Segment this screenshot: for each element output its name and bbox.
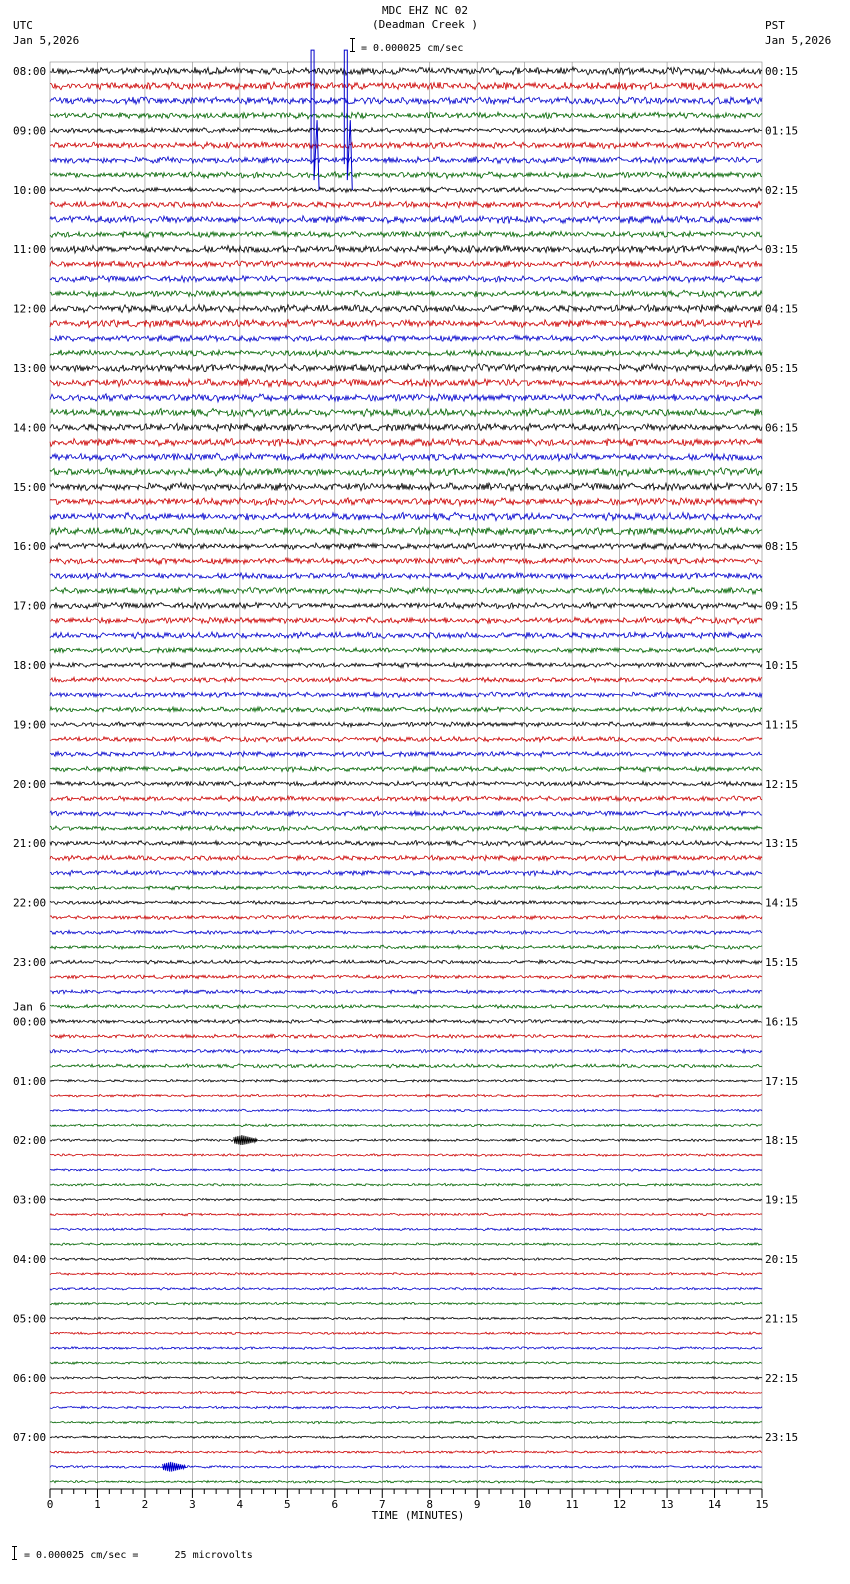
x-tick-label: 5 [284,1498,291,1511]
pst-hour-label: 16:15 [765,1015,799,1029]
seismic-trace [50,617,762,624]
seismic-trace [50,811,762,816]
seismic-trace [50,67,762,75]
seismic-trace [50,960,762,964]
x-tick-label: 4 [236,1498,244,1511]
seismic-trace [50,841,762,846]
x-tick-label: 3 [189,1498,196,1511]
left-timezone: UTC [13,19,33,32]
utc-hour-label: 04:00 [13,1253,47,1266]
seismic-trace [50,1005,762,1009]
x-tick-label: 11 [565,1498,579,1511]
seismic-trace [50,394,762,402]
seismic-trace [50,1391,762,1394]
seismic-trace [50,527,762,535]
seismic-trace [50,1019,762,1023]
seismic-trace [50,796,762,802]
seismic-trace [50,1124,762,1127]
utc-hour-label: 23:00 [13,956,47,969]
seismic-trace [50,1213,762,1216]
pst-hour-label: 02:15 [765,183,799,197]
scale-label: = 0.000025 cm/sec [361,43,464,54]
seismic-event [234,1135,257,1145]
seismic-trace [50,350,762,357]
utc-hour-label: 06:00 [13,1371,47,1385]
seismic-trace [50,1451,762,1454]
utc-hour-label: 05:00 [13,1312,47,1326]
seismic-trace [50,915,762,919]
utc-hour-label: 16:00 [13,540,47,554]
utc-hour-label: 11:00 [13,243,47,257]
seismic-trace [50,379,762,387]
seismic-trace [50,423,762,431]
seismic-trace [50,587,762,594]
footer-scale-note: = 0.000025 cm/sec = 25 microvolts [24,1550,253,1561]
x-tick-label: 13 [660,1498,674,1511]
pst-hour-label: 09:15 [765,599,799,613]
seismic-trace [50,498,762,506]
seismic-trace [50,1049,762,1053]
utc-hour-label: 20:00 [13,777,47,791]
seismic-trace [50,870,762,875]
location-title: (Deadman Creek ) [372,18,478,31]
seismic-trace [50,305,762,313]
x-tick-label: 0 [46,1498,54,1511]
x-tick-label: 12 [612,1498,627,1511]
x-tick-label: 10 [518,1498,532,1511]
seismic-trace [50,1406,762,1409]
pst-hour-label: 01:15 [765,124,799,138]
seismic-trace [50,172,762,179]
seismic-trace [50,261,762,268]
seismic-trace [50,439,762,447]
seismic-trace [50,1109,762,1112]
pst-hour-label: 06:15 [765,421,799,435]
seismic-trace [50,707,762,712]
seismic-trace [50,975,762,979]
utc-hour-label: 09:00 [13,124,47,138]
utc-hour-label: 00:00 [13,1015,47,1029]
seismic-trace [50,1362,762,1365]
pst-hour-label: 23:15 [765,1431,799,1445]
seismic-trace [50,1064,762,1068]
seismic-trace [50,1421,762,1424]
pst-hour-label: 21:15 [765,1312,799,1326]
pst-hour-label: 11:15 [765,718,799,732]
pst-hour-label: 17:15 [765,1074,799,1088]
seismic-trace [50,1332,762,1335]
footer-scale-icon [12,1546,17,1560]
seismic-trace [50,97,762,105]
seismic-trace [50,1080,762,1083]
utc-hour-label: 13:00 [13,362,47,375]
seismic-trace [50,290,762,297]
pst-hour-label: 12:15 [765,777,799,791]
seismic-trace [50,1347,762,1350]
seismic-trace [50,632,762,639]
seismic-trace [50,1377,762,1380]
seismic-trace [50,752,762,757]
seismic-trace [50,1154,762,1157]
seismic-trace [50,245,762,253]
pst-hour-label: 14:15 [765,896,799,910]
utc-hour-label: 12:00 [13,302,47,316]
date-change-label: Jan 6 [13,1000,47,1014]
pst-hour-label: 00:15 [765,65,799,78]
seismic-trace [50,1258,762,1261]
seismic-trace [50,364,762,372]
seismic-trace [50,468,762,476]
seismic-trace [50,335,762,342]
x-tick-label: 1 [94,1498,101,1511]
seismic-trace [50,1273,762,1276]
pst-hour-label: 19:15 [765,1193,799,1207]
seismic-trace [50,1034,762,1038]
pst-hour-label: 13:15 [765,837,799,851]
seismic-trace [50,1139,762,1142]
seismic-trace [50,677,762,682]
x-tick-label: 9 [473,1498,481,1511]
x-tick-label: 8 [426,1498,434,1511]
seismic-trace [50,82,762,90]
seismic-trace [50,543,762,550]
pst-hour-label: 07:15 [765,480,799,494]
pst-hour-label: 04:15 [765,302,799,316]
x-axis-label: TIME (MINUTES) [371,1509,465,1522]
seismic-trace [50,826,762,831]
seismic-trace [50,216,762,224]
seismic-trace [50,231,762,238]
pst-hour-label: 05:15 [765,362,799,375]
right-timezone: PST [765,19,785,32]
x-tick-label: 15 [755,1498,769,1511]
seismic-trace [50,692,762,698]
seismic-trace [50,1198,762,1201]
seismic-trace [50,142,762,149]
seismic-trace [50,648,762,653]
seismic-trace [50,128,762,133]
pst-hour-label: 10:15 [765,659,799,672]
seismic-trace [50,187,762,192]
seismic-trace [50,722,762,727]
station-title: MDC EHZ NC 02 [381,4,469,17]
utc-hour-label: 15:00 [13,480,47,494]
seismic-trace [50,1243,762,1246]
seismic-trace [50,453,762,461]
right-date: Jan 5,2026 [765,34,832,47]
pst-hour-label: 20:15 [765,1253,799,1266]
utc-hour-label: 21:00 [13,837,47,851]
seismic-trace [50,1228,762,1231]
utc-hour-label: 10:00 [13,183,47,197]
pst-hour-label: 22:15 [765,1371,799,1385]
pst-hour-label: 08:15 [765,540,799,554]
seismic-trace [50,1094,762,1097]
seismic-event [163,1462,186,1472]
pst-hour-label: 03:15 [765,243,799,257]
seismic-trace [50,201,762,208]
utc-hour-label: 01:00 [13,1074,47,1088]
seismic-trace [50,1169,762,1172]
utc-hour-label: 08:00 [13,65,47,78]
utc-hour-label: 18:00 [13,659,47,672]
seismic-trace [50,930,762,934]
seismic-trace [50,320,762,328]
seismic-trace [50,990,762,994]
utc-hour-label: 19:00 [13,718,47,732]
x-tick-label: 6 [331,1498,339,1511]
utc-hour-label: 03:00 [13,1193,47,1207]
seismic-trace [50,112,762,119]
seismic-trace [50,1481,762,1484]
seismic-trace [50,1436,762,1439]
seismic-trace [50,1466,762,1469]
seismic-trace [50,781,762,786]
seismic-trace [50,662,762,668]
utc-hour-label: 02:00 [13,1134,47,1148]
seismic-trace [50,602,762,609]
seismic-trace [50,483,762,491]
seismic-trace [50,276,762,283]
utc-hour-label: 07:00 [13,1431,47,1445]
seismic-trace [50,1183,762,1186]
seismic-trace [50,1287,762,1290]
x-tick-label: 14 [707,1498,722,1511]
left-date: Jan 5,2026 [13,34,80,47]
seismic-trace [50,1302,762,1305]
pst-hour-label: 18:15 [765,1134,799,1148]
seismic-trace [50,573,762,580]
seismic-trace [50,886,762,890]
seismic-trace [50,1317,762,1320]
seismic-trace [50,901,762,905]
seismic-trace [50,409,762,417]
utc-hour-label: 14:00 [13,421,47,435]
seismic-trace [50,558,762,565]
utc-hour-label: 22:00 [13,896,47,910]
utc-hour-label: 17:00 [13,599,47,613]
x-tick-label: 2 [141,1498,149,1511]
x-tick-label: 7 [378,1498,386,1511]
seismic-trace [50,855,762,860]
seismic-trace [50,157,762,164]
pst-hour-label: 15:15 [765,956,799,969]
seismic-trace [50,512,762,520]
seismic-trace [50,767,762,772]
seismic-trace [50,737,762,743]
seismic-trace [50,945,762,949]
